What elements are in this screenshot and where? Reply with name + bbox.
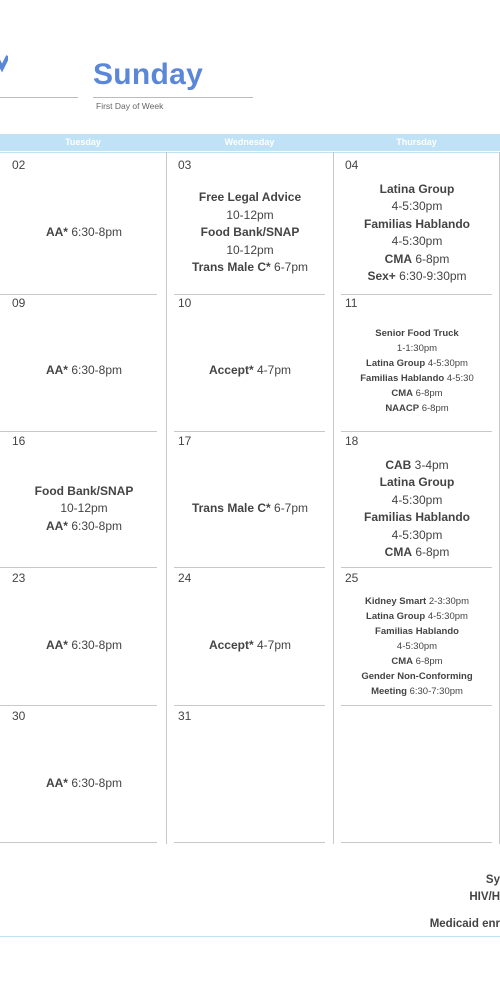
event-list <box>343 725 491 843</box>
day-number: 24 <box>178 571 192 585</box>
event-list <box>343 312 491 430</box>
event-time: 10-12pm <box>60 501 108 516</box>
event-item[interactable] <box>391 654 442 669</box>
day-number: 25 <box>345 571 359 585</box>
event-time: 6-8pm <box>415 251 450 266</box>
event-list <box>343 587 491 705</box>
event-time: 10-12pm <box>226 207 274 222</box>
first-day-caption: First Day of Week <box>96 101 164 111</box>
event-item[interactable] <box>392 527 443 545</box>
event-item[interactable] <box>366 356 468 371</box>
event-list <box>10 450 158 568</box>
event-time: 6-8pm <box>421 403 449 414</box>
event-name: Meeting <box>371 685 407 697</box>
event-time: 6:30-8pm <box>71 776 123 791</box>
event-name: AA* <box>45 518 68 533</box>
event-name: Free Legal Advice <box>198 190 302 205</box>
day-number: 10 <box>178 296 192 310</box>
event-time: 2-3:30pm <box>428 595 470 607</box>
weekday-header-bar <box>0 134 500 151</box>
event-item[interactable] <box>380 181 455 199</box>
event-time: 6-8pm <box>415 388 443 399</box>
event-time: 4-5:30pm <box>391 234 443 248</box>
event-name: CMA <box>384 545 412 559</box>
event-time: 4-5:30pm <box>427 358 468 369</box>
event-time: 6:30-7:30pm <box>409 685 463 697</box>
footer-line-1: Sy <box>485 874 500 886</box>
event-time: 6:30-9:30pm <box>399 269 467 283</box>
event-name: Familias Hablando <box>375 625 459 637</box>
event-name: Sex+ <box>367 269 396 283</box>
event-name: Familias Hablando <box>363 216 471 231</box>
event-name: Senior Food Truck <box>375 328 459 339</box>
event-item[interactable] <box>391 386 442 401</box>
event-time: 6:30-8pm <box>71 518 123 533</box>
column-divider <box>333 152 334 844</box>
event-list <box>10 587 158 705</box>
event-time: 10-12pm <box>226 242 274 257</box>
calendar-day-cell[interactable] <box>343 705 491 843</box>
event-name: Kidney Smart <box>364 595 427 607</box>
event-item[interactable] <box>209 362 291 380</box>
day-number: 16 <box>12 434 26 448</box>
day-number: 11 <box>345 296 358 310</box>
column-divider <box>166 152 167 844</box>
event-name: Food Bank/SNAP <box>34 483 134 498</box>
header-wednesday: Wednesday <box>224 137 275 147</box>
event-item[interactable] <box>385 251 450 269</box>
calendar-day-cell[interactable] <box>343 154 491 292</box>
event-time: 6:30-8pm <box>71 363 123 378</box>
event-time: 4-5:30pm <box>427 610 468 622</box>
day-number: 30 <box>12 709 26 723</box>
footer-line-3: Medicaid enr <box>429 918 500 930</box>
event-name: AA* <box>45 225 68 240</box>
event-item[interactable] <box>199 189 301 207</box>
event-name: AA* <box>45 638 68 653</box>
event-item[interactable] <box>392 198 443 216</box>
event-list <box>343 174 491 292</box>
event-list <box>343 450 491 568</box>
header-tuesday: Tuesday <box>65 137 101 147</box>
event-item[interactable] <box>209 637 291 655</box>
event-item[interactable] <box>46 362 122 380</box>
event-name: Latina Group <box>366 610 426 622</box>
header-thursday: Thursday <box>396 137 437 147</box>
calendar-day-cell[interactable] <box>10 567 158 705</box>
day-number: 04 <box>345 158 359 172</box>
event-item[interactable] <box>192 259 308 277</box>
day-number: 23 <box>12 571 26 585</box>
event-name: AA* <box>45 776 68 791</box>
event-item[interactable] <box>35 483 134 501</box>
event-time: 6-8pm <box>415 545 450 559</box>
event-item[interactable] <box>375 624 459 639</box>
event-name: Food Bank/SNAP <box>200 225 300 240</box>
event-list <box>176 174 324 292</box>
event-time: 4-5:30 <box>446 373 474 384</box>
calendar-day-cell[interactable] <box>176 705 324 843</box>
day-number: 03 <box>178 158 192 172</box>
event-time: 6-7pm <box>274 501 309 516</box>
event-item[interactable] <box>226 242 273 260</box>
calendar-day-cell[interactable] <box>10 154 158 292</box>
calendar-day-cell[interactable] <box>10 292 158 430</box>
event-list <box>176 725 324 843</box>
footer-line-2: HIV/H <box>469 891 500 903</box>
event-item[interactable] <box>226 207 273 225</box>
event-list <box>10 312 158 430</box>
event-name: Gender Non-Conforming <box>361 670 473 682</box>
calendar-day-cell[interactable] <box>10 705 158 843</box>
event-item[interactable] <box>397 341 437 356</box>
footer-divider <box>0 936 500 937</box>
event-name: Trans Male C* <box>191 260 271 275</box>
event-list <box>10 725 158 843</box>
event-item[interactable] <box>360 371 474 386</box>
calendar-day-cell[interactable] <box>176 154 324 292</box>
event-name: CAB <box>385 457 412 472</box>
event-name: Latina Group <box>379 181 455 196</box>
event-time: 3-4pm <box>414 457 449 472</box>
event-item[interactable] <box>361 669 472 684</box>
event-item[interactable] <box>392 492 443 510</box>
event-item[interactable] <box>365 594 469 609</box>
day-number: 17 <box>178 434 192 448</box>
event-name: Familias Hablando <box>363 510 471 524</box>
event-time: 6:30-8pm <box>71 225 123 240</box>
event-item[interactable] <box>46 224 122 242</box>
event-item[interactable] <box>46 518 122 536</box>
calendar-day-cell[interactable] <box>10 430 158 568</box>
title-underline-left <box>0 97 78 98</box>
event-item[interactable] <box>375 326 458 341</box>
event-time: 4-5:30pm <box>396 640 438 652</box>
day-number: 09 <box>12 296 26 310</box>
event-time: 4-5:30pm <box>391 527 443 542</box>
event-item[interactable] <box>385 544 450 562</box>
event-item[interactable] <box>371 684 463 699</box>
event-item[interactable] <box>366 609 468 624</box>
event-time: 1-1:30pm <box>396 343 438 354</box>
event-item[interactable] <box>192 500 308 518</box>
cropped-title-glyph <box>0 54 8 80</box>
event-name: Familias Hablando <box>360 373 445 384</box>
grid-top-border <box>0 152 500 153</box>
title-underline <box>93 97 253 98</box>
day-number: 18 <box>345 434 359 448</box>
event-name: CMA <box>384 251 412 266</box>
event-time: 4-5:30pm <box>391 199 443 213</box>
event-name: Trans Male C* <box>191 501 271 516</box>
first-day-selector-value[interactable]: Sunday <box>93 58 204 91</box>
event-time: 4-5:30pm <box>391 492 443 507</box>
event-item[interactable] <box>380 474 455 492</box>
calendar-day-cell[interactable] <box>343 567 491 705</box>
day-number: 31 <box>178 709 192 723</box>
event-name: Latina Group <box>379 475 455 489</box>
event-time: 6:30-8pm <box>71 638 123 653</box>
event-name: CMA <box>391 655 414 667</box>
event-item[interactable] <box>46 637 122 655</box>
event-list <box>176 450 324 568</box>
event-time: 6-8pm <box>415 655 443 667</box>
event-item[interactable] <box>46 775 122 793</box>
event-item[interactable] <box>397 639 437 654</box>
event-time: 4-7pm <box>257 363 292 378</box>
event-item[interactable] <box>367 268 466 286</box>
event-list <box>10 174 158 292</box>
event-time: 4-7pm <box>257 638 292 653</box>
calendar-day-cell[interactable] <box>176 430 324 568</box>
event-name: Latina Group <box>366 358 426 369</box>
event-item[interactable] <box>60 500 107 518</box>
calendar-day-cell[interactable] <box>176 292 324 430</box>
event-item[interactable] <box>385 457 448 475</box>
event-name: Accept* <box>208 638 254 653</box>
calendar-day-cell[interactable] <box>343 430 491 568</box>
calendar-day-cell[interactable] <box>176 567 324 705</box>
event-item[interactable] <box>385 401 448 416</box>
event-name: CMA <box>391 388 414 399</box>
event-item[interactable] <box>364 509 470 527</box>
event-list <box>176 312 324 430</box>
event-list <box>176 587 324 705</box>
event-name: AA* <box>45 363 68 378</box>
event-name: Accept* <box>208 363 254 378</box>
event-time: 6-7pm <box>274 260 309 275</box>
event-item[interactable] <box>364 216 470 234</box>
event-item[interactable] <box>201 224 300 242</box>
event-item[interactable] <box>392 233 443 251</box>
day-number: 02 <box>12 158 26 172</box>
calendar-day-cell[interactable] <box>343 292 491 430</box>
event-name: NAACP <box>385 403 420 414</box>
